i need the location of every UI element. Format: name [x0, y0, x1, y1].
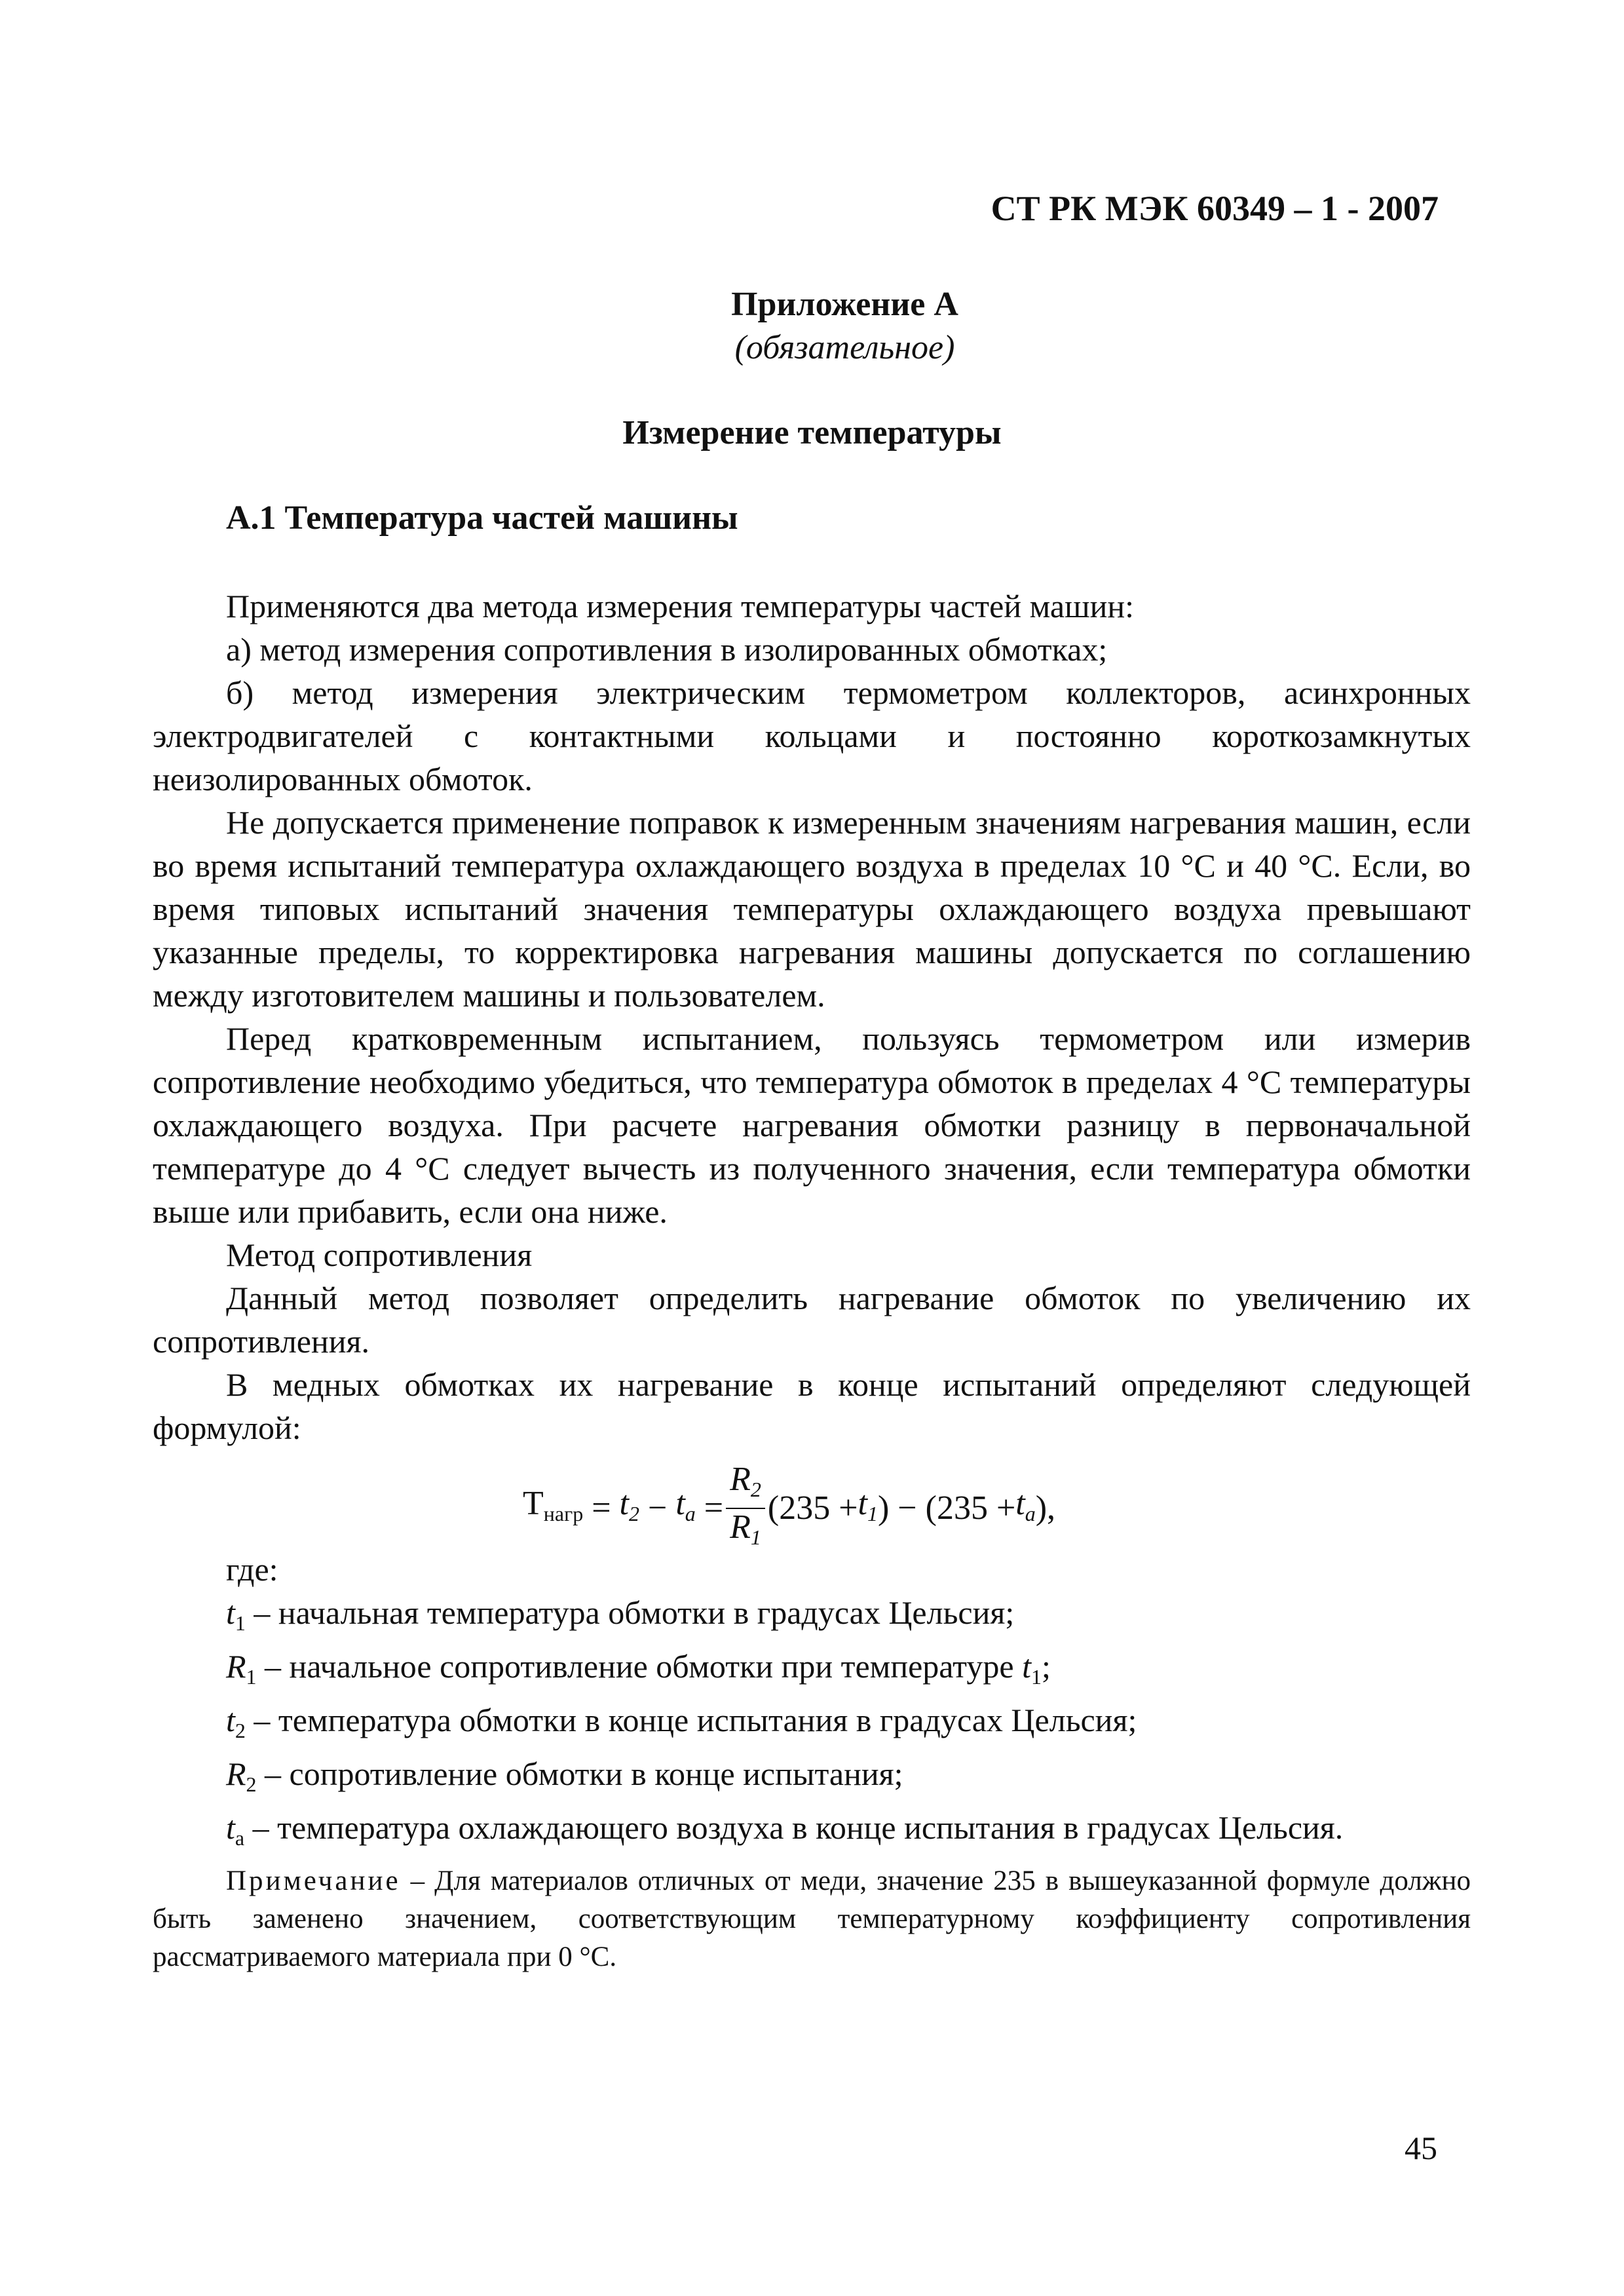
formula-equals: = — [592, 1489, 611, 1527]
paragraph-resistance-method-title: Метод сопротивления — [226, 1236, 533, 1273]
where-label: где: — [226, 1551, 278, 1588]
note — [153, 1862, 1471, 1976]
page-number: 45 — [1405, 2130, 1437, 2166]
paragraph-method-a: а) метод измерения сопротивления в изолированных обмотках; — [226, 631, 1108, 668]
formula-fraction — [726, 1461, 765, 1556]
formula-part-1: (235 + — [767, 1489, 858, 1527]
formula-numerator: $R_2$ — [726, 1461, 765, 1509]
standard-designation: СТ РК МЭК 60349 – 1 - 2007 — [991, 189, 1439, 228]
formula-denominator: $R_1$ — [730, 1508, 761, 1549]
paragraph-copper-windings: В медных обмотках их нагревание в конце испытаний определяют следующей формулой: — [153, 1366, 1471, 1446]
subsection-title: А.1 Температура частей машины — [226, 499, 738, 537]
formula-ta-2: $t_a$ — [1015, 1484, 1036, 1525]
formula-lhs: $Т_{нагр}$ — [523, 1484, 584, 1525]
annex-status: (обязательное) — [734, 329, 955, 366]
formula-t1: $t_1$ — [858, 1484, 878, 1525]
formula-ta: $t_a$ — [675, 1484, 696, 1525]
body-text — [153, 584, 1471, 1976]
annex-heading — [0, 283, 1624, 370]
definition-r1: $R_1$ – начальное сопротивление обмотки при температуре $t_1$; — [226, 1648, 1051, 1689]
annex-title: Приложение А — [731, 286, 958, 323]
formula-t2: $t_2$ — [619, 1484, 639, 1525]
formula-part-2: ) − (235 + — [877, 1489, 1016, 1527]
paragraph-corrections: Не допускается применение поправок к измеренным значениям нагревания машин, если во время испытаний температура охлаждающего воздуха в пределах 10 °С и 40 °С. Если, во время типовых испытаний значения температуры охлаждающего воздуха превышают указанные пределы, то корректировка нагревания машины допускается по соглашению между изготовителем машины и пользователем. — [153, 804, 1471, 1014]
paragraph-resistance-method: Данный метод позволяет определить нагревание обмоток по увеличению их сопротивления. — [153, 1280, 1471, 1360]
definition-t2: $t_2$ – температура обмотки в конце испытания в градусах Цельсия; — [226, 1702, 1137, 1742]
heating-formula — [153, 1449, 1471, 1548]
note-text: – Для материалов отличных от меди, значение 235 в вышеуказанной формуле должно быть заменено значением, соответствующим температурному коэффициенту сопротивления рассматриваемого материала при 0 °С. — [153, 1866, 1471, 1972]
paragraph-methods-intro: Применяются два метода измерения температуры частей машин: — [226, 588, 1134, 624]
note-label: Примечание — [226, 1866, 401, 1896]
formula-minus: − — [648, 1489, 668, 1527]
formula-part-3: ), — [1035, 1489, 1056, 1527]
paragraph-short-test: Перед кратковременным испытанием, пользуясь термометром или измерив сопротивление необходимо убедиться, что температура обмоток в пределах 4 °С температуры охлаждающего воздуха. При расчете нагревания обмотки разницу в первоначальной температуре до 4 °С следует вычесть из полученного значения, если температура обмотки выше или прибавить, если она ниже. — [153, 1020, 1471, 1230]
paragraph-method-b: б) метод измерения электрическим термометром коллекторов, асинхронных электродвигателей с контактными кольцами и постоянно короткозамкнутых неизолированных обмоток. — [153, 674, 1471, 797]
formula-equals-2: = — [704, 1489, 724, 1527]
definition-ta: $t_a$ – температура охлаждающего воздуха в конце испытания в градусах Цельсия. — [226, 1809, 1344, 1850]
definition-r2: $R_2$ – сопротивление обмотки в конце испытания; — [226, 1755, 903, 1796]
definition-t1: $t_1$ – начальная температура обмотки в градусах Цельсия; — [226, 1594, 1015, 1635]
section-title: Измерение температуры — [622, 414, 1002, 451]
